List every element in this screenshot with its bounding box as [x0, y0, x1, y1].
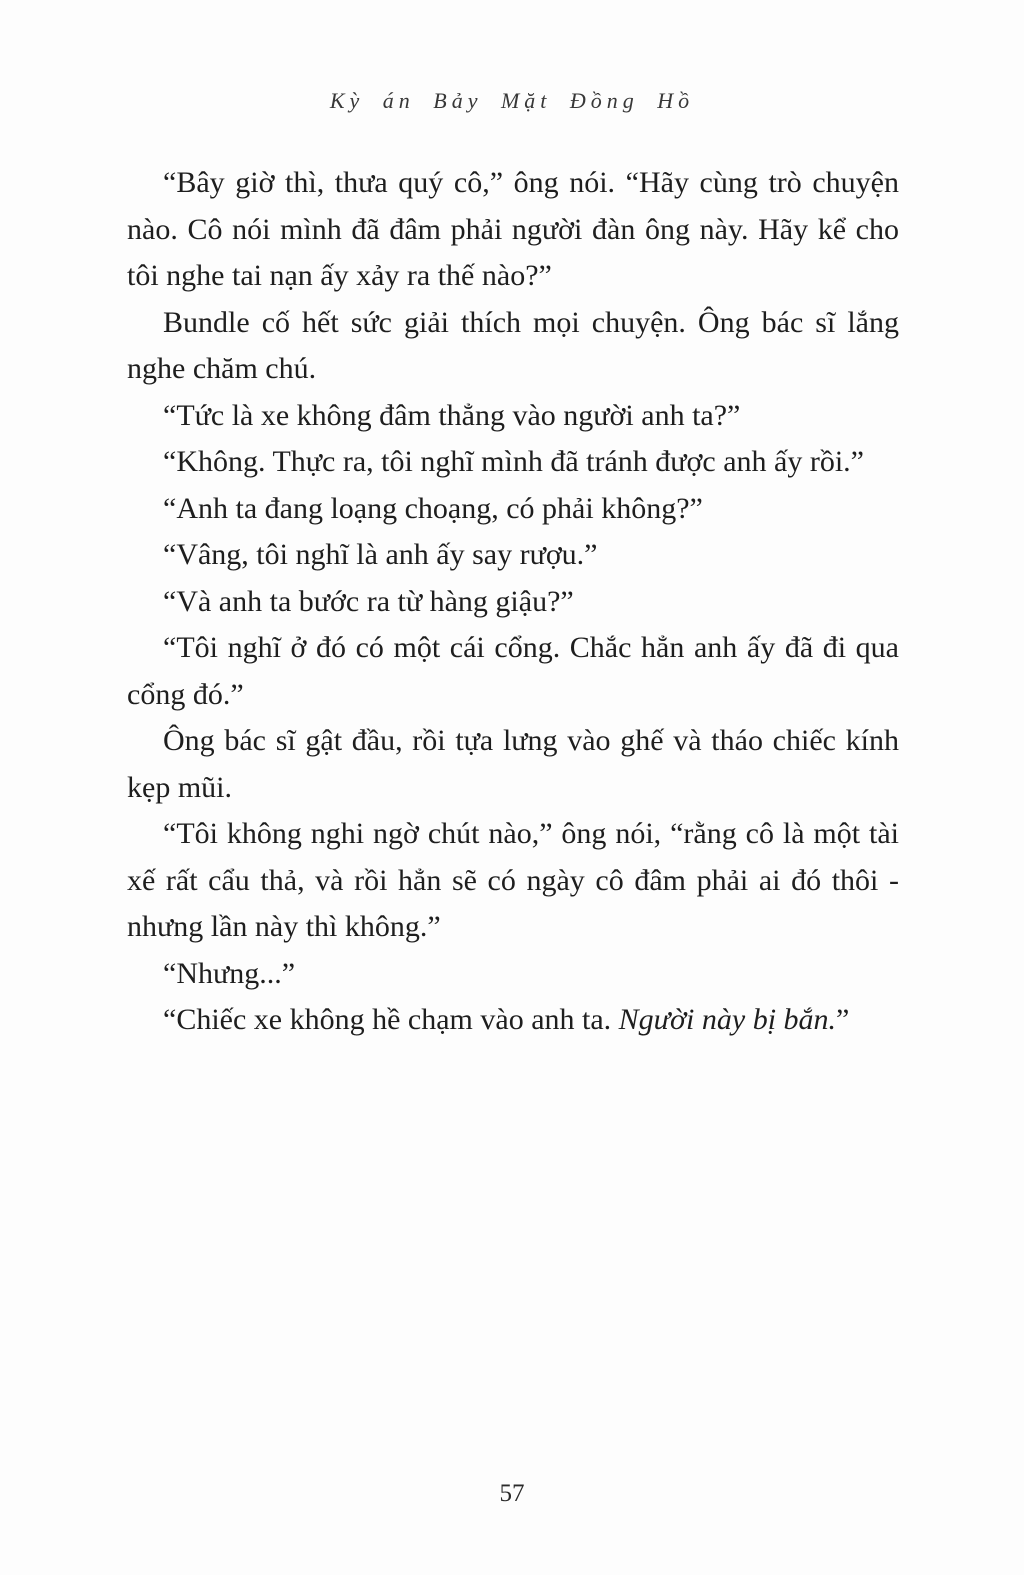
- paragraph: [127, 997, 899, 1044]
- text-run: “Nhưng...”: [163, 956, 296, 990]
- paragraph: [127, 811, 899, 951]
- text-run: “Tôi không nghi ngờ chút nào,” ông nói, “rằng cô là một tài xế rất cẩu thả, và rồi hẳn sẽ có ngày cô đâm phải ai đó thôi - nhưng lần này thì không.”: [127, 817, 899, 943]
- paragraph: [127, 160, 899, 300]
- text-run: “Chiếc xe không hề chạm vào anh ta.: [163, 1003, 619, 1036]
- text-run: “Vâng, tôi nghĩ là anh ấy say rượu.”: [163, 538, 598, 571]
- text-run: ”: [836, 1003, 850, 1036]
- running-header: Kỳ án Bảy Mặt Đồng Hồ: [329, 88, 695, 113]
- paragraph: [127, 625, 899, 718]
- text-run: “Không. Thực ra, tôi nghĩ mình đã tránh được anh ấy rồi.”: [163, 445, 864, 478]
- paragraph: [127, 579, 899, 626]
- text-run: “Bây giờ thì, thưa quý cô,” ông nói. “Hãy cùng trò chuyện nào. Cô nói mình đã đâm phải người đàn ông này. Hãy kể cho tôi nghe tai nạn ấy xảy ra thế nào?”: [127, 166, 899, 292]
- italic-text-run: Người này bị bắn.: [618, 1003, 837, 1036]
- paragraph: [127, 951, 899, 998]
- paragraph: [127, 393, 899, 440]
- text-run: “Tôi nghĩ ở đó có một cái cổng. Chắc hẳn anh ấy đã đi qua cổng đó.”: [127, 631, 899, 711]
- text-run: “Và anh ta bước ra từ hàng giậu?”: [163, 584, 574, 618]
- text-run: Ông bác sĩ gật đầu, rồi tựa lưng vào ghế và tháo chiếc kính kẹp mũi.: [127, 724, 899, 804]
- page-number: 57: [499, 1480, 525, 1507]
- paragraph: [127, 718, 899, 811]
- paragraph: [127, 439, 899, 486]
- text-run: “Tức là xe không đâm thẳng vào người anh ta?”: [163, 398, 741, 432]
- text-run: Bundle cố hết sức giải thích mọi chuyện. Ông bác sĩ lắng nghe chăm chú.: [127, 305, 899, 385]
- paragraph: [127, 486, 899, 533]
- paragraph: [127, 300, 899, 393]
- text-run: “Anh ta đang loạng choạng, có phải không?”: [163, 491, 703, 525]
- body-text: [127, 160, 899, 1044]
- paragraph: [127, 532, 899, 579]
